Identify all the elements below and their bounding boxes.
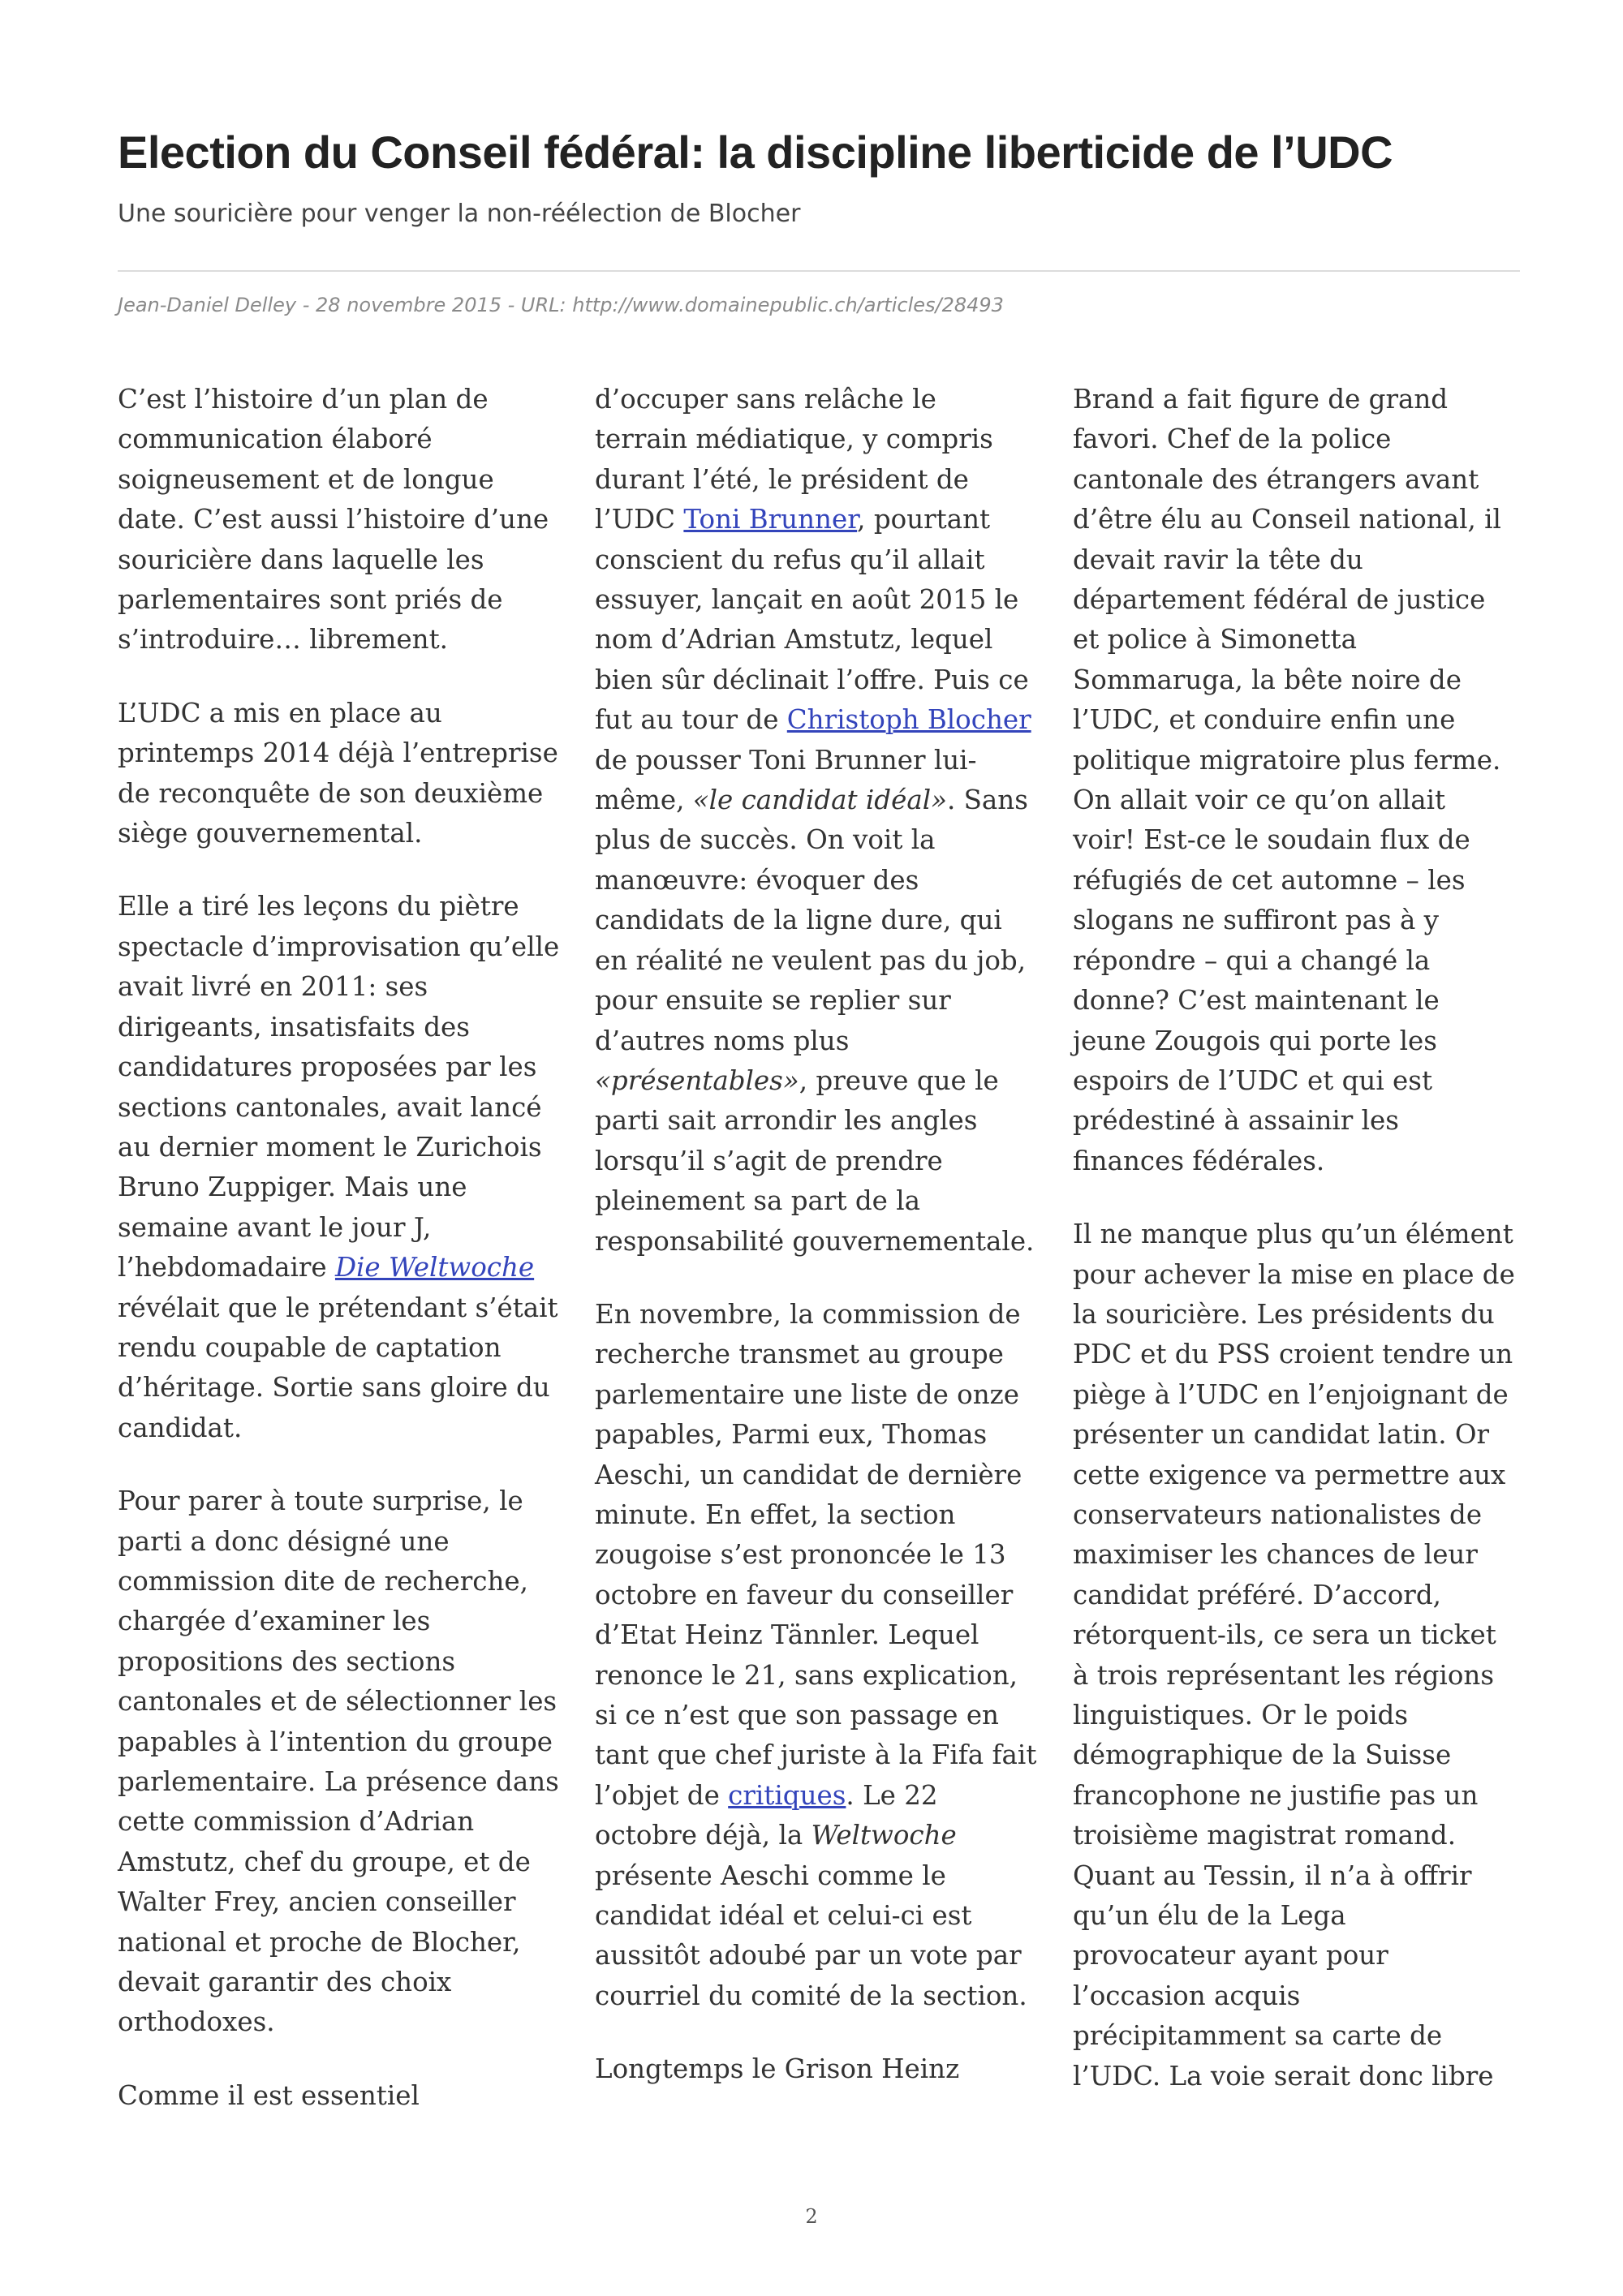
paragraph-5-quote-2: «présentables» [595, 1064, 799, 1096]
text-column-3 [1073, 380, 1515, 2096]
paragraph-2: L’UDC a mis en place au printemps 2014 déjà l’entreprise de reconquête de son deuxième siège gouvernemental. [118, 697, 558, 849]
paragraph-4: Pour parer à toute surprise, le parti a donc désigné une commission dite de recherche, chargée d’examiner les propositions des sections cantonales et de sélectionner les papables à l’intention du groupe parlementaire. La présence dans cette commission d’Adrian Amstutz, chef du groupe, et de Walter Frey, ancien conseiller national et proche de Blocher, devait garantir des choix orthodoxes. [118, 1486, 559, 2038]
paragraph-5-start: Comme il est essentiel [118, 2079, 420, 2111]
page-number: 2 [805, 2205, 818, 2228]
text-column-2 [595, 380, 1037, 2090]
critiques-link[interactable]: critiques [728, 1779, 846, 1811]
paragraph-5-text-e: , preuve que le parti sait arrondir les angles lorsqu’il s’agit de prendre pleinement sa part de la responsabilité gouvernementale. [595, 1064, 1035, 1257]
christoph-blocher-link[interactable]: Christoph Blocher [786, 704, 1031, 736]
paragraph-3-text-b: révélait que le prétendant s’était rendu coupable de captation d’héritage. Sortie sans gloire du candidat. [118, 1292, 558, 1443]
paragraph-6-text-a: En novembre, la commission de recherche transmet au groupe parlementaire une liste de onze papables, Parmi eux, Thomas Aeschi, un candidat de dernière minute. En effet, la section zougoise s’est prononcée le 13 octobre en faveur du conseiller d’Etat Heinz Tännler. Lequel renonce le 21, sans explication, si ce n’est que son passage en tant que chef juriste à la Fifa fait l’objet de [595, 1298, 1037, 1811]
paragraph-7-start: Longtemps le Grison Heinz [595, 2053, 960, 2085]
article-byline: Jean-Daniel Delley - 28 novembre 2015 - URL: http://www.domainepublic.ch/articles/28493 [118, 294, 1004, 316]
paragraph-6 [595, 1295, 1037, 2016]
paragraph-6-weltwoche: Weltwoche [811, 1820, 957, 1851]
article-title: Election du Conseil fédéral: la discipline liberticide de l’UDC [118, 127, 1393, 178]
paragraph-5-text-a: d’occuper sans relâche le terrain médiatique, y compris durant l’été, le président de l’UDC [595, 384, 993, 535]
header-divider [118, 270, 1520, 272]
paragraph-5-quote-1: «le candidat idéal» [692, 785, 947, 816]
paragraph-6-text-c: présente Aeschi comme le candidat idéal et celui-ci est aussitôt adoubé par un vote par courriel du comité de la section. [595, 1860, 1027, 2011]
paragraph-5 [595, 380, 1037, 1262]
article-subtitle: Une souricière pour venger la non-réélection de Blocher [118, 200, 801, 228]
paragraph-3-text-a: Elle a tiré les leçons du piètre spectacle d’improvisation qu’elle avait livré en 2011: ses dirigeants, insatisfaits des candidatures proposées par les sections cantonales, avait lancé au dernier moment le Zurichois Bruno Zuppiger. Mais une semaine avant le jour J, l’hebdomadaire [118, 891, 560, 1283]
paragraph-1: C’est l’histoire d’un plan de communication élaboré soigneusement et de longue date. C’est aussi l’histoire d’une souricière dans laquelle les parlementaires sont priés de s’introduire… librement. [118, 384, 549, 656]
paragraph-5-text-d: . Sans plus de succès. On voit la manœuvre: évoquer des candidats de la ligne dure, qui en réalité ne veulent pas du job, pour ensuite se replier sur d’autres noms plus [595, 785, 1028, 1056]
paragraph-6-text-b: . Le 22 octobre déjà, la [595, 1779, 938, 1851]
paragraph-8: Il ne manque plus qu’un élément pour achever la mise en place de la souricière. Les présidents du PDC et du PSS croient tendre un piège à l’UDC en l’enjoignant de présenter un candidat latin. Or cette exigence va permettre aux conservateurs nationalistes de maximiser les chances de leur candidat préféré. D’accord, rétorquent-ils, ce sera un ticket à trois représentant les régions linguistiques. Or le poids démographique de la Suisse francophone ne justifie pas un troisième magistrat romand. Quant au Tessin, il n’a à offrir qu’un élu de la Lega provocateur ayant pour l’occasion acquis précipitamment sa carte de l’UDC. La voie serait donc libre [1073, 1219, 1515, 2092]
paragraph-5-text-b: , pourtant conscient du refus qu’il allait essuyer, lançait en août 2015 le nom d’Adrian Amstutz, lequel bien sûr déclinait l’offre. Puis ce fut au tour de [595, 504, 1029, 736]
paragraph-3 [118, 887, 560, 1448]
paragraph-7: Brand a fait figure de grand favori. Chef de la police cantonale des étrangers avant d’être élu au Conseil national, il devait ravir la tête du département fédéral de justice et police à Simonetta Sommaruga, la bête noire de l’UDC, et conduire enfin une politique migratoire plus ferme. On allait voir ce qu’on allait voir! Est-ce le soudain flux de réfugiés de cet automne – les slogans ne suffiront pas à y répondre – qui a changé la donne? C’est maintenant le jeune Zougois qui porte les espoirs de l’UDC et qui est prédestiné à assainir les finances fédérales. [1073, 384, 1501, 1176]
text-column-1 [118, 380, 560, 2116]
toni-brunner-link[interactable]: Toni Brunner [683, 504, 858, 535]
paragraph-5-text-c: de pousser Toni Brunner lui-même, [595, 744, 977, 816]
die-weltwoche-link[interactable]: Die Weltwoche [334, 1252, 535, 1283]
